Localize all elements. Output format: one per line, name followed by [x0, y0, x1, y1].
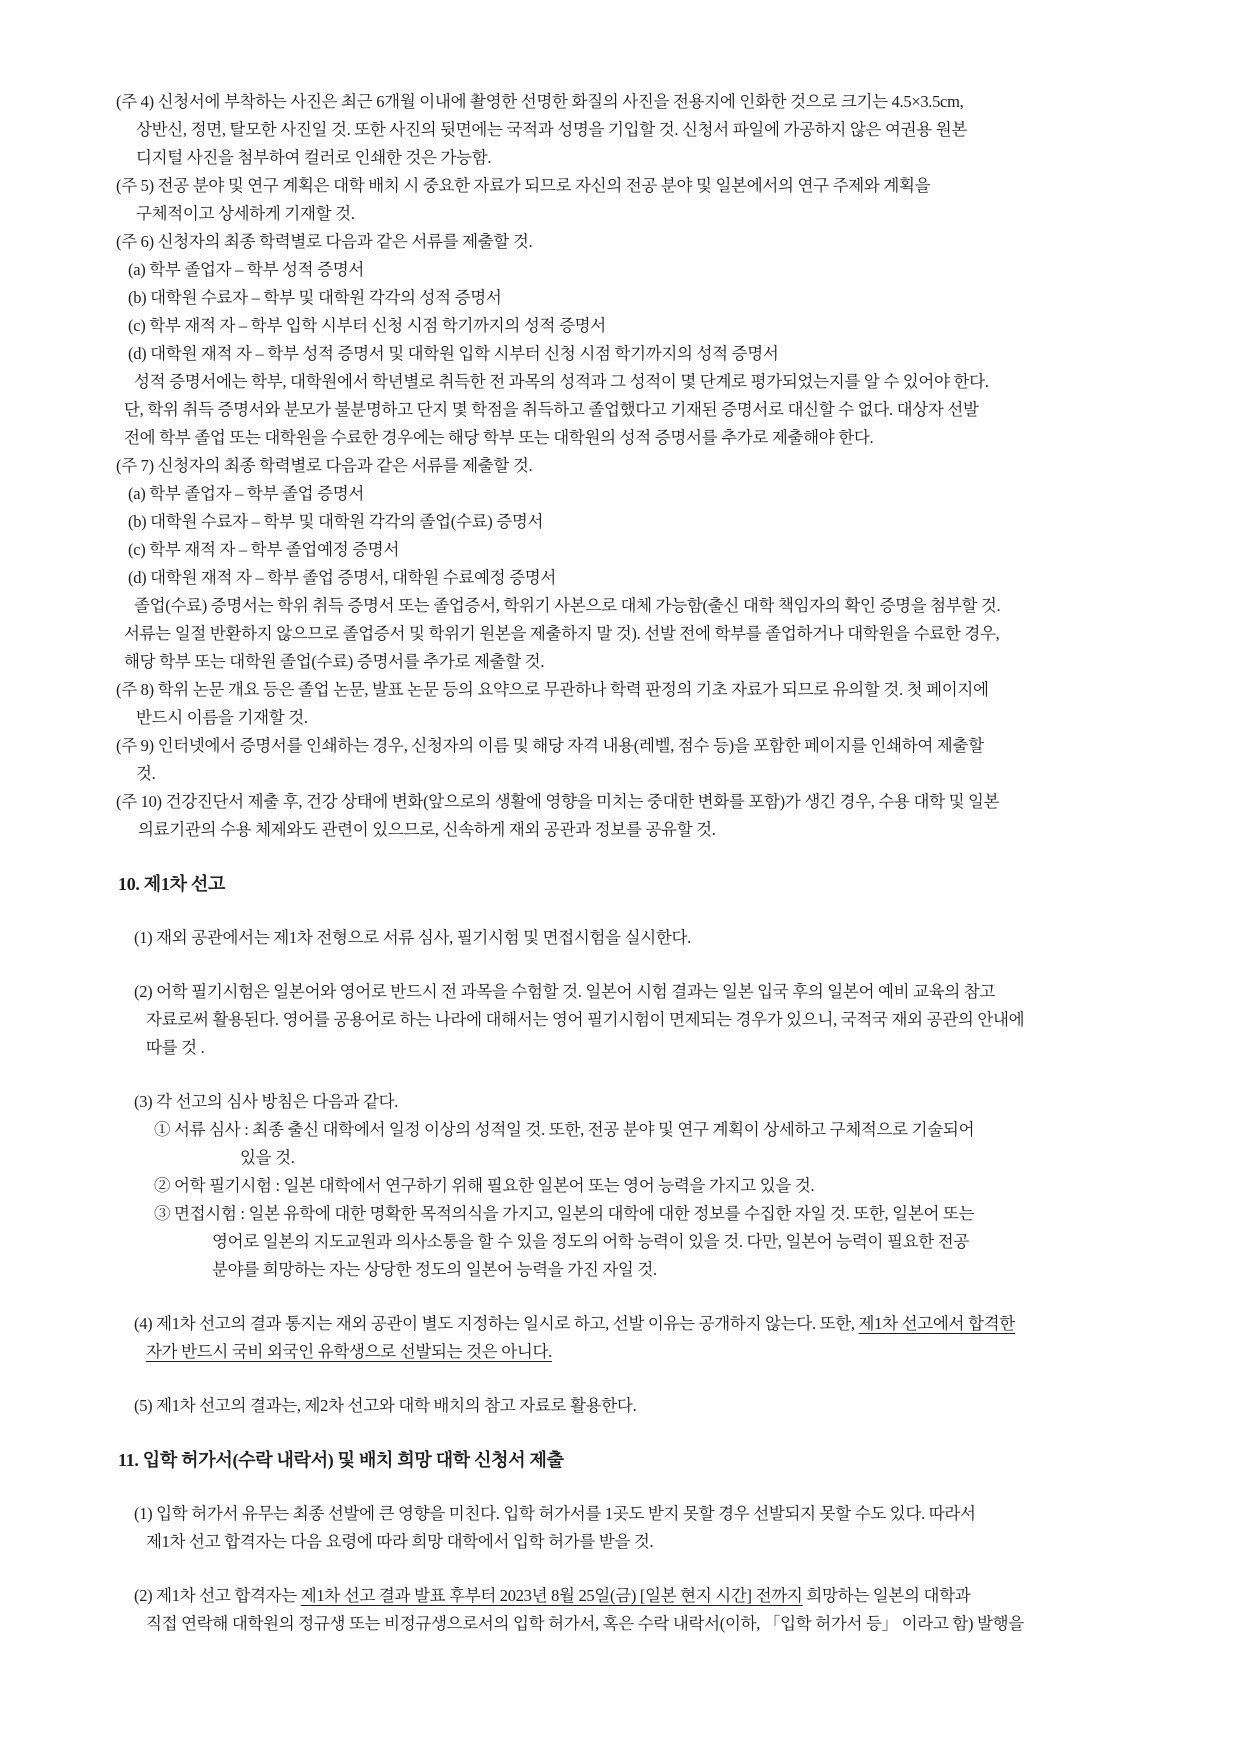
- document-body: [116, 88, 1126, 1638]
- section-10-heading: 10. 제1차 선고: [118, 874, 226, 894]
- text-segment: 구체적이고 상세하게 기재할 것.: [136, 204, 355, 223]
- text-line: [212, 1228, 1126, 1256]
- underlined-text: 자가 반드시 국비 외국인 유학생으로 선발되는 것은 아니다.: [146, 1342, 552, 1361]
- text-line: [136, 144, 1126, 172]
- text-line: [124, 396, 1126, 424]
- text-segment: (주 8) 학위 논문 개요 등은 졸업 논문, 발표 논문 등의 요약으로 무관하나 학력 판정의 기초 자료가 되므로 유의할 것. 첫 페이지에: [116, 680, 989, 699]
- text-line: [128, 284, 1126, 312]
- text-segment: (a) 학부 졸업자 – 학부 졸업 증명서: [128, 484, 364, 503]
- underlined-text: 제1차 선고 결과 발표 후부터 2023년 8월 25일(금) [일본 현지 시간] 전까지: [300, 1586, 803, 1605]
- text-line: [136, 116, 1126, 144]
- text-line: [154, 1172, 1126, 1200]
- text-line: [240, 1144, 1126, 1172]
- text-segment: (b) 대학원 수료자 – 학부 및 대학원 각각의 성적 증명서: [128, 288, 502, 307]
- text-segment: 해당 학부 또는 대학원 졸업(수료) 증명서를 추가로 제출할 것.: [124, 652, 545, 671]
- text-line: [134, 1088, 1126, 1116]
- text-segment: (1) 입학 허가서 유무는 최종 선발에 큰 영향을 미친다. 입학 허가서를 1곳도 받지 못할 경우 선발되지 못할 수도 있다. 따라서: [134, 1504, 976, 1523]
- text-line: [116, 172, 1126, 200]
- text-segment: (3) 각 선고의 심사 방침은 다음과 같다.: [134, 1092, 399, 1111]
- text-segment: 단, 학위 취득 증명서와 분모가 불분명하고 단지 몇 학점을 취득하고 졸업했다고 기재된 증명서로 대신할 수 없다. 대상자 선발: [124, 400, 979, 419]
- section-11: [116, 1446, 1126, 1638]
- text-line: [134, 1500, 1126, 1528]
- text-segment: (주 6) 신청자의 최종 학력별로 다음과 같은 서류를 제출할 것.: [116, 232, 533, 251]
- notes-lines: [116, 88, 1126, 844]
- text-line: [128, 312, 1126, 340]
- text-segment: (주 7) 신청자의 최종 학력별로 다음과 같은 서류를 제출할 것.: [116, 456, 533, 475]
- text-line: [116, 788, 1126, 816]
- text-segment: (d) 대학원 재적 자 – 학부 성적 증명서 및 대학원 입학 시부터 신청 시점 학기까지의 성적 증명서: [128, 344, 779, 363]
- text-line: [116, 452, 1126, 480]
- section-11-heading: 11. 입학 허가서(수락 내락서) 및 배치 희망 대학 신청서 제출: [118, 1450, 564, 1470]
- text-segment: 의료기관의 수용 체제와도 관련이 있으므로, 신속하게 재외 공관과 정보를 공유할 것.: [138, 820, 716, 839]
- text-line: [146, 1338, 1126, 1366]
- text-line: [136, 760, 1126, 788]
- text-segment: 서류는 일절 반환하지 않으므로 졸업증서 및 학위기 원본을 제출하지 말 것). 선발 전에 학부를 졸업하거나 대학원을 수료한 경우,: [124, 624, 1000, 643]
- text-line: [154, 1200, 1126, 1228]
- text-segment: 전에 학부 졸업 또는 대학원을 수료한 경우에는 해당 학부 또는 대학원의 성적 증명서를 추가로 제출해야 한다.: [124, 428, 874, 447]
- text-segment: (c) 학부 재적 자 – 학부 입학 시부터 신청 시점 학기까지의 성적 증명서: [128, 316, 606, 335]
- text-line: [116, 732, 1126, 760]
- underlined-text: 제1차 선고에서 합격한: [858, 1314, 1015, 1333]
- notes-section: [116, 88, 1126, 844]
- text-segment: ③ 면접시험 : 일본 유학에 대한 명확한 목적의식을 가지고, 일본의 대학에 대한 정보를 수집한 자일 것. 또한, 일본어 또는: [154, 1204, 975, 1223]
- text-line: [116, 676, 1126, 704]
- text-segment: 자료로써 활용된다. 영어를 공용어로 하는 나라에 대해서는 영어 필기시험이 면제되는 경우가 있으니, 국적국 재외 공관의 안내에: [146, 1010, 1025, 1029]
- text-segment: (a) 학부 졸업자 – 학부 성적 증명서: [128, 260, 364, 279]
- text-segment: (주 4) 신청서에 부착하는 사진은 최근 6개월 이내에 촬영한 선명한 화질의 사진을 전용지에 인화한 것으로 크기는 4.5×3.5cm,: [116, 92, 964, 111]
- text-segment: (주 10) 건강진단서 제출 후, 건강 상태에 변화(앞으로의 생활에 영향을 미치는 중대한 변화를 포함)가 생긴 경우, 수용 대학 및 일본: [116, 792, 1000, 811]
- text-segment: (주 5) 전공 분야 및 연구 계획은 대학 배치 시 중요한 자료가 되므로 자신의 전공 분야 및 일본에서의 연구 주제와 계획을: [116, 176, 931, 195]
- section-10: [116, 870, 1126, 1420]
- text-line: [134, 592, 1126, 620]
- text-line: [124, 620, 1126, 648]
- text-line: [146, 1034, 1126, 1062]
- text-segment: 디지털 사진을 첨부하여 컬러로 인쇄한 것은 가능함.: [136, 148, 492, 167]
- text-segment: (b) 대학원 수료자 – 학부 및 대학원 각각의 졸업(수료) 증명서: [128, 512, 544, 531]
- text-line: [128, 480, 1126, 508]
- text-segment: ① 서류 심사 : 최종 출신 대학에서 일정 이상의 성적일 것. 또한, 전공 분야 및 연구 계획이 상세하고 구체적으로 기술되어: [154, 1120, 975, 1139]
- text-line: [134, 368, 1126, 396]
- text-segment: 상반신, 정면, 탈모한 사진일 것. 또한 사진의 뒷면에는 국적과 성명을 기입할 것. 신청서 파일에 가공하지 않은 여권용 원본: [136, 120, 967, 139]
- section-11-lines: [116, 1500, 1126, 1638]
- text-segment: 따를 것 .: [146, 1038, 205, 1057]
- text-segment: (4) 제1차 선고의 결과 통지는 재외 공관이 별도 지정하는 일시로 하고, 선발 이유는 공개하지 않는다. 또한,: [134, 1314, 859, 1333]
- text-line: [116, 228, 1126, 256]
- text-line: [134, 1392, 1126, 1420]
- text-segment: 영어로 일본의 지도교원과 의사소통을 할 수 있을 정도의 어학 능력이 있을 것. 다만, 일본어 능력이 필요한 전공: [212, 1232, 969, 1251]
- text-line: [128, 536, 1126, 564]
- text-segment: 있을 것.: [240, 1148, 295, 1167]
- text-segment: 것.: [136, 764, 156, 783]
- text-segment: (5) 제1차 선고의 결과는, 제2차 선고와 대학 배치의 참고 자료로 활용한다.: [134, 1396, 637, 1415]
- text-segment: 분야를 희망하는 자는 상당한 정도의 일본어 능력을 가진 자일 것.: [212, 1260, 657, 1279]
- text-line: [116, 88, 1126, 116]
- text-line: [138, 816, 1126, 844]
- text-line: [146, 1528, 1126, 1556]
- text-segment: (2) 제1차 선고 합격자는: [134, 1586, 301, 1605]
- text-line: [134, 1310, 1126, 1338]
- text-line: [146, 1006, 1126, 1034]
- text-segment: 성적 증명서에는 학부, 대학원에서 학년별로 취득한 전 과목의 성적과 그 성적이 몇 단계로 평가되었는지를 알 수 있어야 한다.: [134, 372, 989, 391]
- text-line: [128, 564, 1126, 592]
- text-segment: (c) 학부 재적 자 – 학부 졸업예정 증명서: [128, 540, 400, 559]
- text-line: [128, 508, 1126, 536]
- text-line: [124, 424, 1126, 452]
- text-segment: 졸업(수료) 증명서는 학위 취득 증명서 또는 졸업증서, 학위기 사본으로 대체 가능함(출신 대학 책임자의 확인 증명을 첨부할 것.: [134, 596, 1001, 615]
- text-segment: ② 어학 필기시험 : 일본 대학에서 연구하기 위해 필요한 일본어 또는 영어 능력을 가지고 있을 것.: [154, 1176, 815, 1195]
- text-line: [212, 1256, 1126, 1284]
- text-segment: 반드시 이름을 기재할 것.: [136, 708, 308, 727]
- text-segment: 희망하는 일본의 대학과: [802, 1586, 971, 1605]
- text-segment: (주 9) 인터넷에서 증명서를 인쇄하는 경우, 신청자의 이름 및 해당 자격 내용(레벨, 점수 등)을 포함한 페이지를 인쇄하여 제출할: [116, 736, 984, 755]
- text-segment: 직접 연락해 대학원의 정규생 또는 비정규생으로서의 입학 허가서, 혹은 수락 내락서(이하, 「입학 허가서 등」 이라고 함) 발행을: [146, 1614, 1024, 1633]
- text-line: [136, 704, 1126, 732]
- text-line: [134, 924, 1126, 952]
- text-line: [136, 200, 1126, 228]
- text-line: [134, 978, 1126, 1006]
- text-line: [146, 1610, 1126, 1638]
- text-line: [128, 340, 1126, 368]
- text-segment: (1) 재외 공관에서는 제1차 전형으로 서류 심사, 필기시험 및 면접시험을 실시한다.: [134, 928, 691, 947]
- section-10-lines: [116, 924, 1126, 1420]
- text-segment: 제1차 선고 합격자는 다음 요령에 따라 희망 대학에서 입학 허가를 받을 것.: [146, 1532, 654, 1551]
- text-line: [134, 1582, 1126, 1610]
- text-segment: (2) 어학 필기시험은 일본어와 영어로 반드시 전 과목을 수험할 것. 일본어 시험 결과는 일본 입국 후의 일본어 예비 교육의 참고: [134, 982, 996, 1001]
- text-line: [128, 256, 1126, 284]
- text-segment: (d) 대학원 재적 자 – 학부 졸업 증명서, 대학원 수료예정 증명서: [128, 568, 557, 587]
- text-line: [154, 1116, 1126, 1144]
- text-line: [124, 648, 1126, 676]
